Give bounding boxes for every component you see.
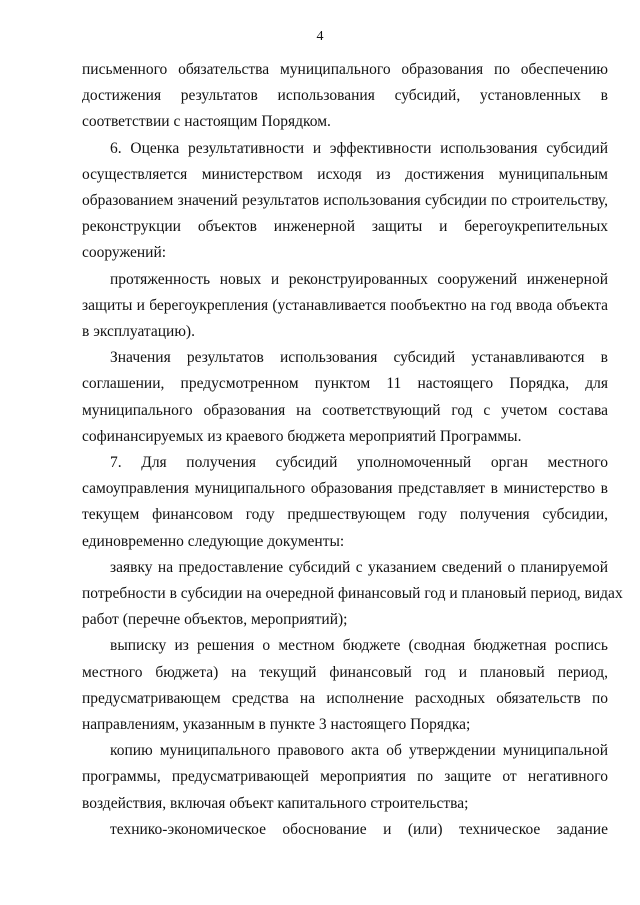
paragraph <box>82 57 608 136</box>
text-line: протяженность новых и реконструированных сооружений инженерной <box>110 270 608 288</box>
text-line: сооружений: <box>82 244 167 262</box>
text-line: защиты и берегоукрепления (устанавливается пообъектно на год ввода объекта <box>82 296 608 314</box>
paragraph <box>82 267 608 346</box>
text-line: соглашении, предусмотренном пунктом 11 настоящего Порядка, для <box>82 375 608 393</box>
text-line: софинансируемых из краевого бюджета мероприятий Программы. <box>82 427 522 445</box>
text-line: самоуправления муниципального образования представляет в министерство в <box>82 480 608 498</box>
text-line: заявку на предоставление субсидий с указанием сведений о планируемой <box>110 558 608 576</box>
text-line: местного бюджета) на текущий финансовый год и плановый период, <box>82 663 608 681</box>
document-body <box>82 57 623 843</box>
text-line: 7. Для получения субсидий уполномоченный орган местного <box>110 454 608 472</box>
text-line: достижения результатов использования субсидий, установленных в <box>82 87 608 105</box>
text-line: воздействия, включая объект капитального строительства; <box>82 794 469 812</box>
text-line: муниципального образования на соответствующий год с учетом состава <box>82 401 608 419</box>
paragraph <box>82 817 608 843</box>
text-line: реконструкции объектов инженерной защиты и берегоукрепительных <box>82 218 608 236</box>
paragraph <box>82 450 608 555</box>
text-line: 6. Оценка результативности и эффективности использования субсидий <box>110 139 608 157</box>
text-line: предусматривающем средства на исполнение расходных обязательств по <box>82 689 608 707</box>
text-line: образованием значений результатов использования субсидии по строительству, <box>82 192 608 210</box>
text-line: единовременно следующие документы: <box>82 532 345 550</box>
text-line: работ (перечне объектов, мероприятий); <box>82 611 348 629</box>
text-line: осуществляется министерством исходя из достижения муниципальным <box>82 165 608 183</box>
text-line: потребности в субсидии на очередной финансовый год и плановый период, видах <box>82 585 623 603</box>
paragraph <box>82 738 608 817</box>
text-line: направлениям, указанным в пункте 3 настоящего Порядка; <box>82 716 471 734</box>
paragraph <box>82 136 608 267</box>
text-line: выписку из решения о местном бюджете (сводная бюджетная роспись <box>110 637 608 655</box>
text-line: программы, предусматривающей мероприятия по защите от негативного <box>82 768 608 786</box>
text-line: технико-экономическое обоснование и (или) техническое задание <box>110 820 608 838</box>
text-line: соответствии с настоящим Порядком. <box>82 113 331 131</box>
text-line: Значения результатов использования субсидий устанавливаются в <box>110 349 608 367</box>
text-line: в эксплуатацию). <box>82 323 195 341</box>
paragraph <box>82 555 623 634</box>
page-number: 4 <box>316 29 324 44</box>
paragraph <box>82 633 608 738</box>
text-line: письменного обязательства муниципального образования по обеспечению <box>82 61 608 78</box>
text-line: копию муниципального правового акта об утверждении муниципальной <box>110 742 608 760</box>
paragraph <box>82 345 608 450</box>
text-line: текущем финансовом году предшествующем году получения субсидии, <box>82 506 608 524</box>
